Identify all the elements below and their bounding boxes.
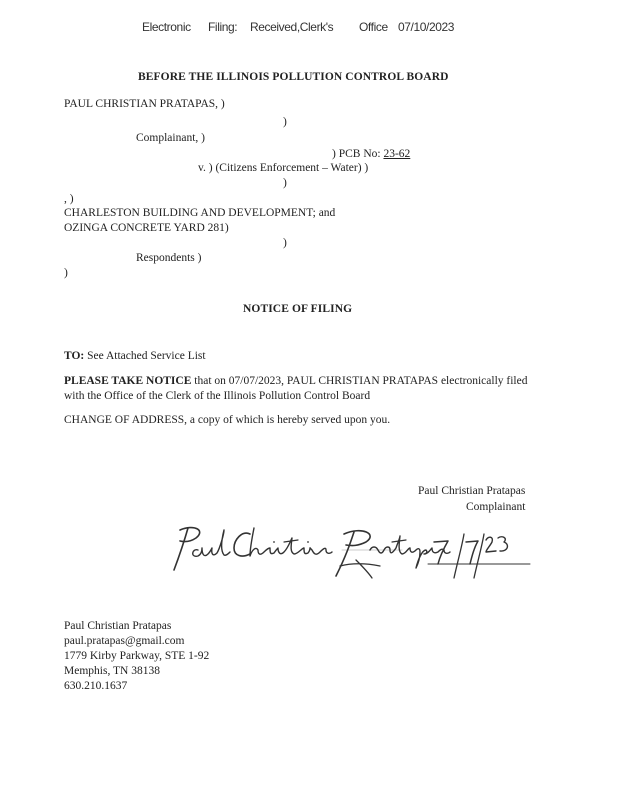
- caption-paren: ): [64, 267, 68, 279]
- to-line: [64, 350, 206, 362]
- filing-header-electronic: Electronic: [142, 20, 191, 34]
- notice-lead: PLEASE TAKE NOTICE: [64, 375, 192, 387]
- signature-role: Complainant: [466, 501, 526, 513]
- contact-phone: 630.210.1637: [64, 680, 128, 692]
- court-title: BEFORE THE ILLINOIS POLLUTION CONTROL BOARD: [138, 71, 449, 83]
- notice-title: NOTICE OF FILING: [243, 303, 353, 315]
- pcb-prefix: ) PCB No:: [332, 148, 384, 160]
- filing-header-date: 07/10/2023: [398, 20, 455, 34]
- respondents-role: Respondents ): [136, 252, 202, 264]
- caption-paren: ): [283, 237, 287, 249]
- change-of-address: CHANGE OF ADDRESS, a copy of which is hereby served upon you.: [64, 414, 391, 426]
- filing-header-filing: Filing:: [208, 20, 238, 34]
- filing-header-office: Office: [359, 20, 388, 34]
- contact-address-line-1: 1779 Kirby Parkway, STE 1-92: [64, 650, 210, 662]
- filing-header-received: Received,Clerk's: [250, 20, 334, 34]
- caption-paren: ): [283, 177, 287, 189]
- complainant-role: Complainant, ): [136, 132, 205, 144]
- to-text: See Attached Service List: [84, 350, 206, 362]
- caption-comma-paren: , ): [64, 193, 74, 205]
- pcb-number-line: [332, 148, 410, 160]
- contact-email[interactable]: paul.pratapas@gmail.com: [64, 635, 185, 647]
- contact-name: Paul Christian Pratapas: [64, 620, 172, 632]
- respondent-2: OZINGA CONCRETE YARD 281): [64, 222, 229, 234]
- notice-paragraph: [64, 374, 544, 404]
- notice-text: that on 07/07/2023, PAUL CHRISTIAN PRATAPAS electronically filed with the Office of the Clerk of the Illinois Pollution Control Board: [64, 375, 528, 402]
- respondent-1: CHARLESTON BUILDING AND DEVELOPMENT; and: [64, 207, 336, 219]
- complainant-name: PAUL CHRISTIAN PRATAPAS, ): [64, 98, 225, 110]
- pcb-number: 23-62: [383, 148, 411, 160]
- contact-address-line-2: Memphis, TN 38138: [64, 665, 160, 677]
- signature-name: Paul Christian Pratapas: [418, 485, 526, 497]
- handwritten-signature: [166, 520, 536, 582]
- versus-line: v. ) (Citizens Enforcement – Water) ): [198, 162, 369, 174]
- caption-paren: ): [283, 116, 287, 128]
- to-label: TO:: [64, 350, 85, 362]
